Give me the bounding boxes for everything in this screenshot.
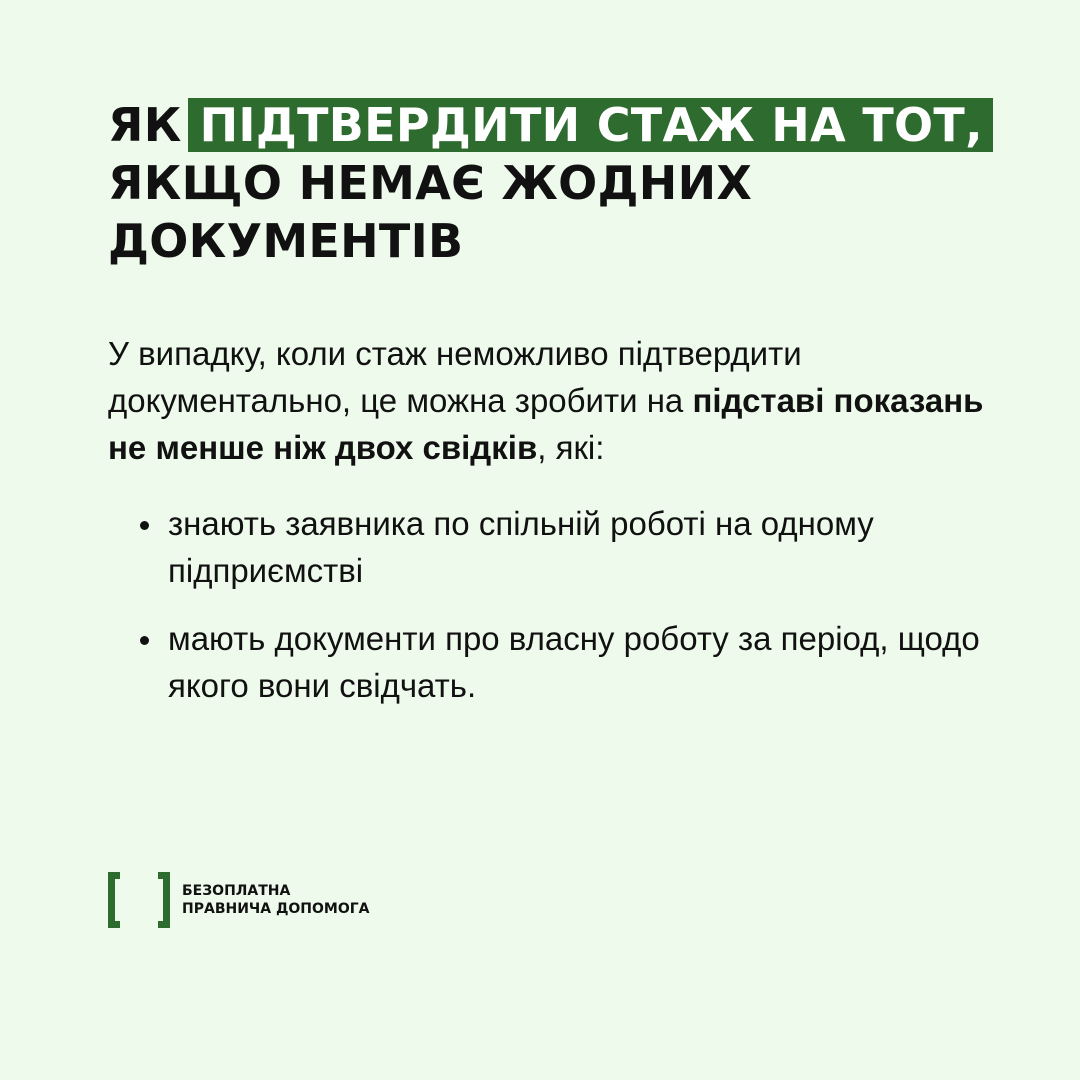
title-line-1	[108, 96, 988, 154]
requirements-list	[108, 500, 1008, 730]
title-line-3: ДОКУМЕНТІВ	[108, 214, 464, 268]
list-item-text: знають заявника по спільній роботі на одному підприємстві	[168, 505, 874, 589]
organization-logo	[108, 872, 370, 928]
title-line-2: ЯКЩО НЕМАЄ ЖОДНИХ	[108, 156, 753, 210]
list-item	[108, 615, 1008, 709]
logo-line-2: ПРАВНИЧА ДОПОМОГА	[182, 901, 370, 917]
left-bracket-icon	[108, 872, 120, 928]
intro-text-before: У випадку, коли стаж неможливо підтвердити документально, це можна зробити на	[108, 335, 802, 419]
bullet-dot-icon	[140, 636, 149, 645]
logo-wordmark	[182, 882, 370, 918]
right-bracket-icon	[158, 872, 170, 928]
bracket-logo-icon	[108, 872, 170, 928]
list-item	[108, 500, 1008, 594]
logo-line-1: БЕЗОПЛАТНА	[182, 883, 291, 899]
bullet-dot-icon	[140, 521, 149, 530]
intro-paragraph	[108, 330, 988, 471]
page-title	[108, 96, 988, 270]
intro-bold-text: підставі показань не менше ніж двох свідків	[108, 382, 984, 466]
intro-text-after: , які:	[537, 429, 605, 466]
list-item-text: мають документи про власну роботу за період, щодо якого вони свідчать.	[168, 620, 980, 704]
title-plain-word: ЯК	[108, 98, 182, 152]
title-highlight: ПІДТВЕРДИТИ СТАЖ НА ТОТ,	[188, 98, 993, 152]
